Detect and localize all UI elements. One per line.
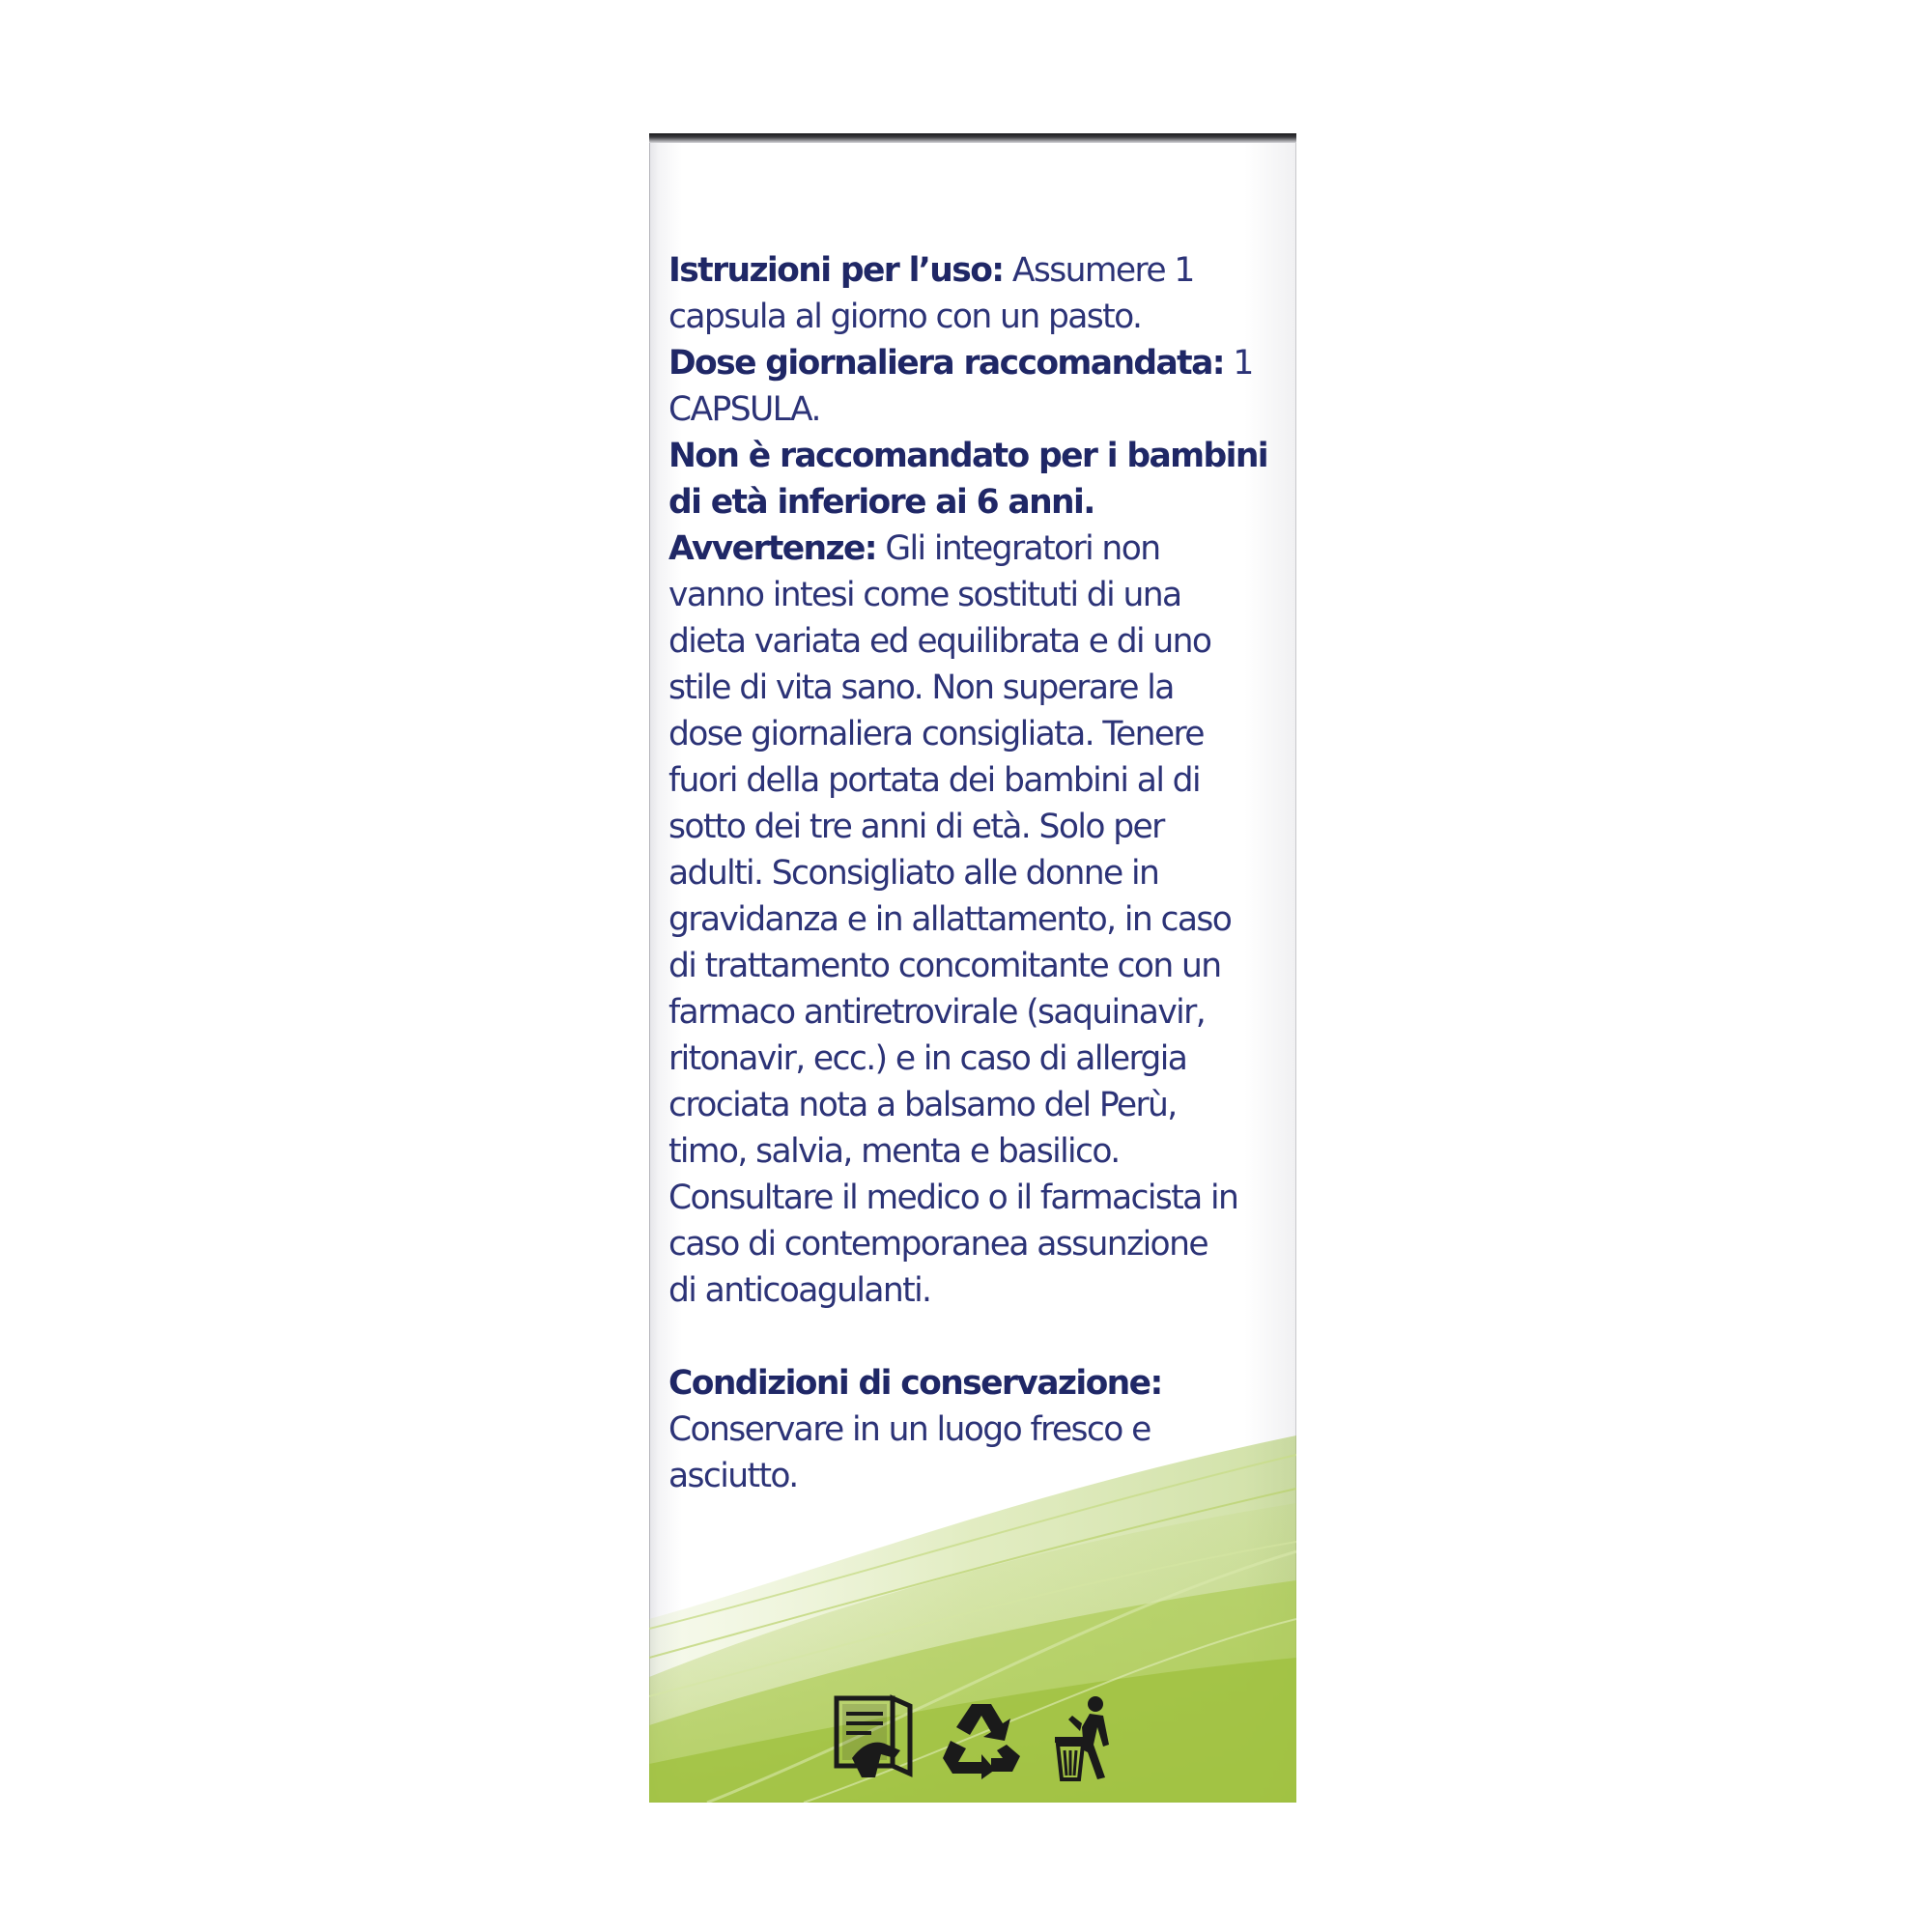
dose-line: [668, 340, 1287, 386]
warnings-text-line: crociata nota a balsamo del Perù,: [668, 1086, 1177, 1124]
warnings-text-line: vanno intesi come sostituti di una: [668, 576, 1181, 614]
instructions-label: Istruzioni per l’uso:: [668, 251, 1004, 290]
dose-label: Dose giornaliera raccomandata:: [668, 344, 1224, 383]
package-top-edge: [649, 133, 1296, 143]
warnings-text-line: ritonavir, ecc.) e in caso di allergia: [668, 1039, 1187, 1078]
warnings-text-line: timo, salvia, menta e basilico.: [668, 1132, 1120, 1171]
dose-value: 1: [1223, 344, 1253, 383]
recycle-icon: [939, 1698, 1024, 1779]
warnings-first-text: Gli integratori non: [876, 529, 1160, 568]
warnings-text-line: farmaco antiretrovirale (saquinavir,: [668, 993, 1206, 1032]
warnings-text-line: di trattamento concomitante con un: [668, 947, 1221, 985]
warnings-text-line: gravidanza e in allattamento, in caso: [668, 900, 1232, 939]
storage-line-1: Conservare in un luogo fresco e: [668, 1410, 1151, 1449]
warnings-line: [668, 526, 1287, 572]
children-note-line-2: di età inferiore ai 6 anni.: [668, 483, 1094, 522]
section-spacer: [668, 1314, 1287, 1360]
warnings-text-line: Consultare il medico o il farmacista in: [668, 1179, 1238, 1217]
dose-line-2: CAPSULA.: [668, 390, 820, 429]
instructions-line-2: capsula al giorno con un pasto.: [668, 298, 1142, 336]
litter-bin-icon: [1053, 1694, 1121, 1783]
instructions-line: [668, 247, 1287, 294]
disposal-icons-row: [833, 1690, 1132, 1787]
warnings-text-line: sotto dei tre anni di età. Solo per: [668, 808, 1164, 846]
warnings-label: Avvertenze:: [668, 529, 876, 568]
instructions-text: Assumere 1: [1003, 251, 1194, 290]
warnings-text-line: dieta variata ed equilibrata e di uno: [668, 622, 1211, 661]
storage-line-2: asciutto.: [668, 1457, 798, 1495]
warnings-text-line: di anticoagulanti.: [668, 1271, 931, 1310]
warnings-text-line: stile di vita sano. Non superare la: [668, 668, 1174, 707]
children-note-line-1: Non è raccomandato per i bambini: [668, 437, 1268, 475]
warnings-text-line: adulti. Sconsigliato alle donne in: [668, 854, 1159, 893]
usage-instructions-text: [668, 247, 1287, 1499]
warnings-text-line: fuori della portata dei bambini al di: [668, 761, 1200, 800]
warnings-text-line: dose giornaliera consigliata. Tenere: [668, 715, 1204, 753]
warnings-text-line: caso di contemporanea assunzione: [668, 1225, 1208, 1264]
read-leaflet-icon: [833, 1690, 920, 1783]
package-side-panel: [649, 133, 1296, 1803]
storage-heading: Condizioni di conservazione:: [668, 1364, 1162, 1403]
